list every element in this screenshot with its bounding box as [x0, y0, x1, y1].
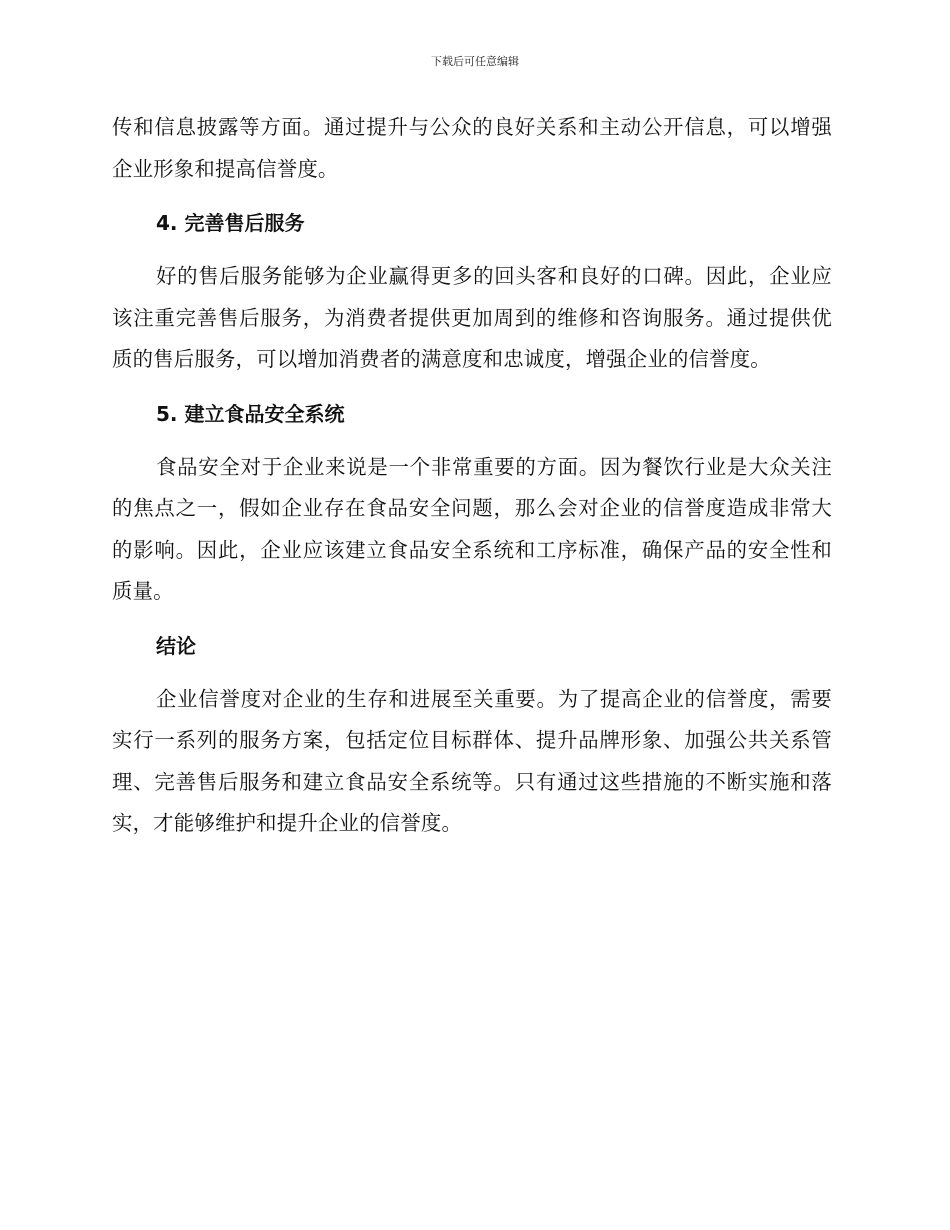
section-heading-food-safety: 5. 建立食品安全系统	[156, 401, 345, 426]
paragraph-intro-continued: 传和信息披露等方面。通过提升与公众的良好关系和主动公开信息，可以增强企业形象和提高信誉度。	[112, 115, 832, 181]
section-heading-after-sales: 4. 完善售后服务	[156, 211, 305, 235]
paragraph-food-safety: 食品安全对于企业来说是一个非常重要的方面。因为餐饮行业是大众关注的焦点之一，假如企业存在食品安全问题，那么会对企业的信誉度造成非常大的影响。因此，企业应该建立食品安全系统和工序标准，确保产品的安全性和质量。	[112, 454, 832, 603]
paragraph-after-sales: 好的售后服务能够为企业赢得更多的回头客和良好的口碑。因此，企业应该注重完善售后服务，为消费者提供更加周到的维修和咨询服务。通过提供优质的售后服务，可以增加消费者的满意度和忠诚度，增强企业的信誉度。	[112, 264, 832, 371]
paragraph-conclusion: 企业信誉度对企业的生存和进展至关重要。为了提高企业的信誉度，需要实行一系列的服务方案，包括定位目标群体、提升品牌形象、加强公共关系管理、完善售后服务和建立食品安全系统等。只有通过这些措施的不断实施和落实，才能够维护和提升企业的信誉度。	[112, 686, 832, 835]
page-header: 下载后可任意编辑	[431, 55, 519, 68]
section-heading-conclusion: 结论	[156, 633, 196, 658]
document-body	[112, 107, 832, 845]
